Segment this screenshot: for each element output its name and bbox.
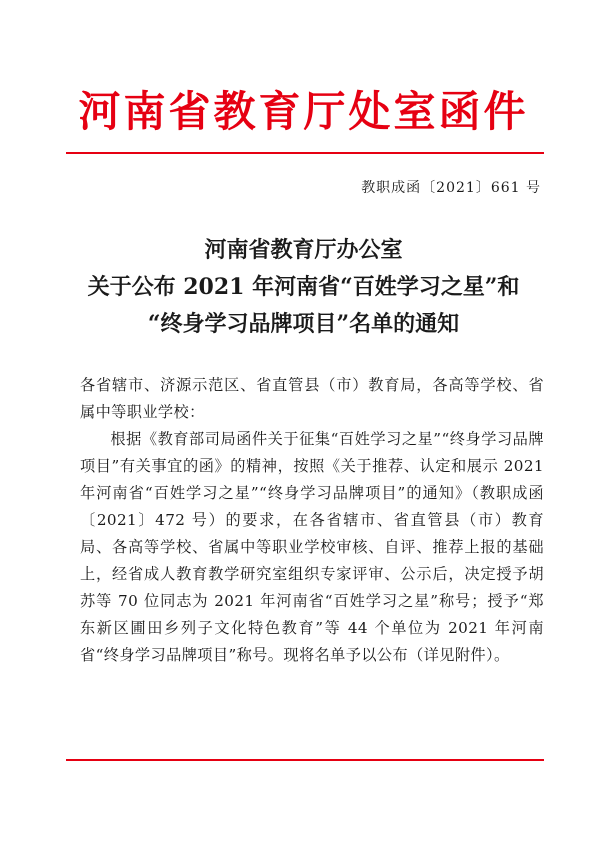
document-number: 教职成函〔2021〕661 号 (361, 180, 541, 196)
notice-title (40, 232, 567, 343)
notice-title-line-2: 关于公布 2021 年河南省“百姓学习之星”和 (87, 274, 520, 300)
red-divider-top (66, 152, 544, 154)
body-paragraph: 根据《教育部司局函件关于征集“百姓学习之星”“终身学习品牌项目”有关事宜的函》的精神，按照《关于推荐、认定和展示 2021 年河南省“百姓学习之星”“终身学习品牌项目”的通知》（教职成函〔2021〕472 号）的要求，在各省辖市、省直管县（市）教育局、各高等学校、省属中等职业学校审核、自评、推荐上报的基础上，经省成人教育教学研究室组织专家评审、公示后，决定授予胡苏等 70 位同志为 2021 年河南省“百姓学习之星”称号；授予“郑东新区圃田乡列子文化特色教育”等 44 个单位为 2021 年河南省“终身学习品牌项目”称号。现将名单予以公布（详见附件）。 (80, 430, 544, 664)
notice-title-line-3: “终身学习品牌项目”名单的通知 (147, 311, 460, 337)
addressee: 各省辖市、济源示范区、省直管县（市）教育局，各高等学校、省属中等职业学校： (80, 376, 544, 421)
masthead-title: 河南省教育厅处室函件 (78, 87, 529, 136)
red-divider-bottom (66, 759, 544, 761)
notice-title-line-1: 河南省教育厅办公室 (204, 237, 403, 263)
notice-body (80, 372, 544, 669)
